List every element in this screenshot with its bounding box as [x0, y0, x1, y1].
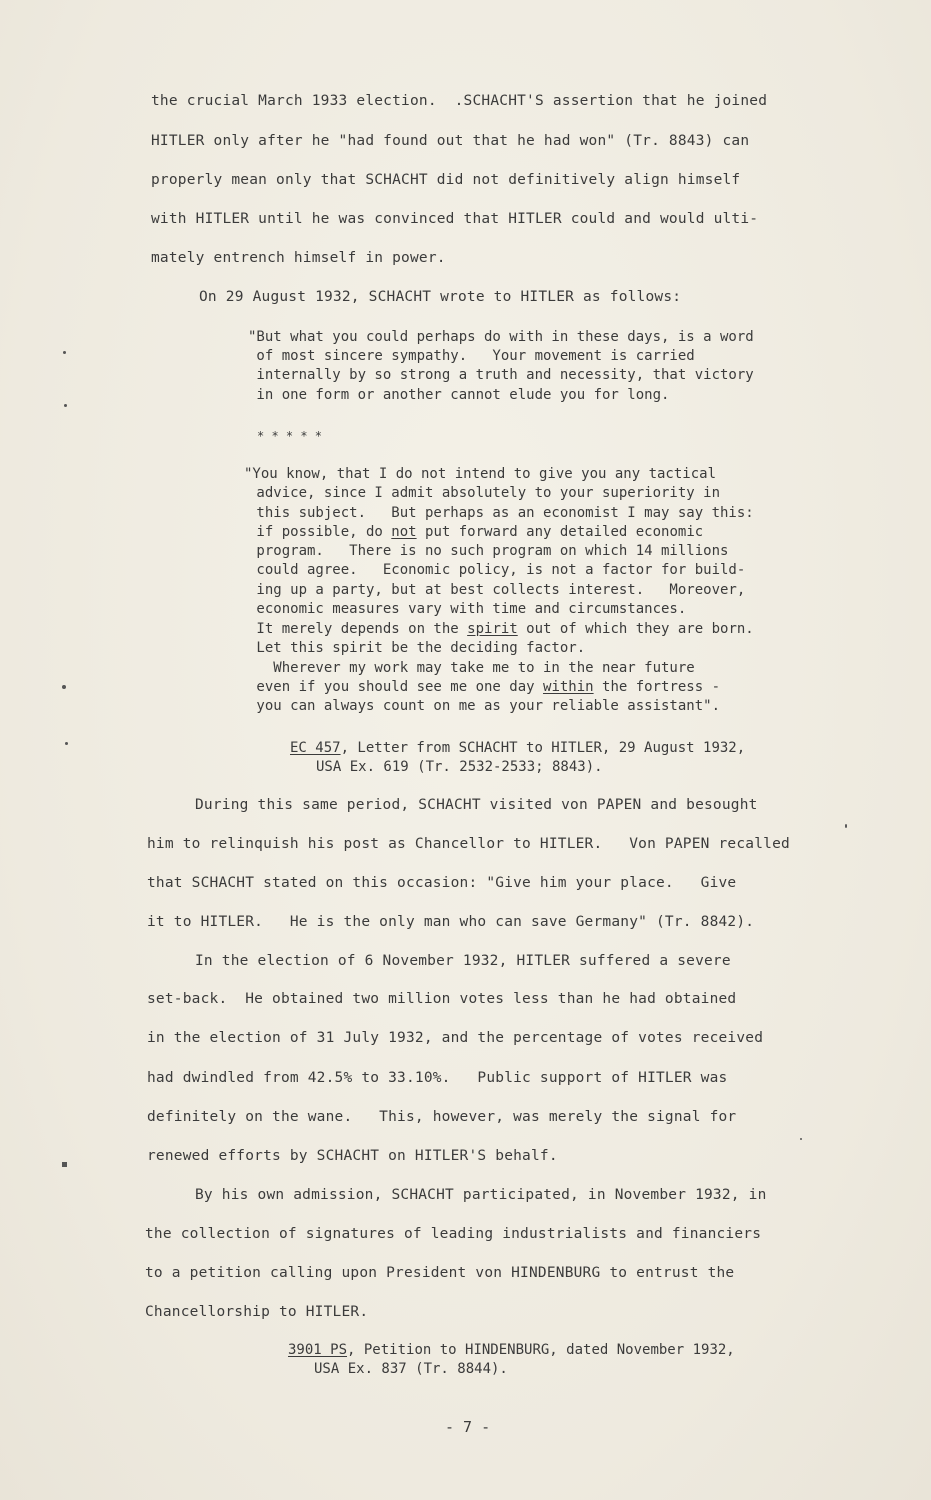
citation-2-line-2: USA Ex. 837 (Tr. 8844). [314, 1361, 508, 1377]
quote2-line-1: "You know, that I do not intend to give you any tactical [244, 466, 717, 482]
quote2-line-5: program. There is no such program on which 14 millions [248, 543, 729, 559]
quote2-line-11: Wherever my work may take me to in the near future [248, 660, 695, 676]
quote2-line-8: economic measures vary with time and circumstances. [248, 601, 687, 617]
section-stars: * * * * * [257, 429, 323, 443]
para4-line-3: in the election of 31 July 1932, and the percentage of votes received [147, 1030, 764, 1046]
quote2-underlined-not: not [391, 524, 417, 540]
quote2-line-9 [248, 620, 754, 638]
para3-line-3: that SCHACHT stated on this occasion: "Give him your place. Give [147, 875, 737, 891]
quote2-line-4 [248, 523, 703, 541]
scan-speck [64, 404, 67, 407]
quote1-line-3: internally by so strong a truth and necessity, that victory [248, 367, 754, 383]
para1-line-4: with HITLER until he was convinced that HITLER could and would ulti- [151, 211, 759, 227]
quote2-line-12 [248, 678, 720, 696]
para3-line-1: During this same period, SCHACHT visited von PAPEN and besought [195, 797, 758, 813]
quote2-underlined-within: within [543, 679, 594, 695]
citation-2-rest: , Petition to HINDENBURG, dated November 1932, [347, 1342, 735, 1358]
para4-line-6: renewed efforts by SCHACHT on HITLER'S behalf. [147, 1148, 558, 1164]
para1-line-5: mately entrench himself in power. [151, 250, 446, 266]
para1-line-3: properly mean only that SCHACHT did not definitively align himself [151, 172, 741, 188]
citation-1-code: EC 457 [290, 740, 341, 756]
quote2-line-12-post: the fortress - [593, 679, 721, 695]
quote2-line-4-pre: if possible, do [248, 524, 392, 540]
citation-2-code: 3901 PS [288, 1342, 348, 1358]
quote2-line-7: ing up a party, but at best collects interest. Moreover, [248, 582, 746, 598]
para1-line-2: HITLER only after he "had found out that he had won" (Tr. 8843) can [151, 133, 750, 149]
para3-line-4: it to HITLER. He is the only man who can save Germany" (Tr. 8842). [147, 914, 755, 930]
quote2-underlined-spirit: spirit [467, 621, 518, 637]
quote2-line-6: could agree. Economic policy, is not a factor for build- [248, 562, 746, 578]
para4-line-2: set-back. He obtained two million votes less than he had obtained [147, 991, 737, 1007]
quote2-line-3: this subject. But perhaps as an economist I may say this: [248, 505, 754, 521]
para5-line-4: Chancellorship to HITLER. [145, 1304, 369, 1320]
scan-speck [845, 824, 847, 828]
quote2-line-13: you can always count on me as your reliable assistant". [248, 698, 721, 714]
para1-line-1: the crucial March 1933 election. .SCHACHT'S assertion that he joined [151, 93, 768, 109]
citation-1-line-2: USA Ex. 619 (Tr. 2532-2533; 8843). [316, 759, 603, 775]
para5-line-1: By his own admission, SCHACHT participated, in November 1932, in [195, 1187, 767, 1203]
scan-speck [800, 1138, 802, 1140]
citation-2-line-1 [288, 1341, 735, 1359]
quote2-line-2: advice, since I admit absolutely to your superiority in [248, 485, 721, 501]
scan-speck [62, 685, 66, 689]
para4-line-1: In the election of 6 November 1932, HITLER suffered a severe [195, 953, 731, 969]
scan-speck [65, 742, 68, 745]
para4-line-5: definitely on the wane. This, however, was merely the signal for [147, 1109, 737, 1125]
quote1-line-1: "But what you could perhaps do with in these days, is a word [248, 329, 754, 345]
quote2-line-10: Let this spirit be the deciding factor. [248, 640, 586, 656]
page-number: - 7 - [445, 1418, 491, 1436]
para2-line: On 29 August 1932, SCHACHT wrote to HITLER as follows: [199, 289, 682, 305]
quote1-line-4: in one form or another cannot elude you for long. [248, 387, 670, 403]
scan-speck [63, 351, 66, 354]
citation-1-line-1 [290, 739, 745, 757]
quote2-line-9-post: out of which they are born. [517, 621, 754, 637]
quote2-line-9-pre: It merely depends on the [248, 621, 468, 637]
para3-line-2: him to relinquish his post as Chancellor to HITLER. Von PAPEN recalled [147, 836, 790, 852]
quote1-line-2: of most sincere sympathy. Your movement is carried [248, 348, 695, 364]
para4-line-4: had dwindled from 42.5% to 33.10%. Public support of HITLER was [147, 1070, 728, 1086]
scan-speck [62, 1162, 67, 1167]
para5-line-2: the collection of signatures of leading industrialists and financiers [145, 1226, 762, 1242]
quote2-line-4-post: put forward any detailed economic [416, 524, 704, 540]
para5-line-3: to a petition calling upon President von HINDENBURG to entrust the [145, 1265, 735, 1281]
quote2-line-12-pre: even if you should see me one day [248, 679, 544, 695]
citation-1-rest: , Letter from SCHACHT to HITLER, 29 August 1932, [340, 740, 746, 756]
